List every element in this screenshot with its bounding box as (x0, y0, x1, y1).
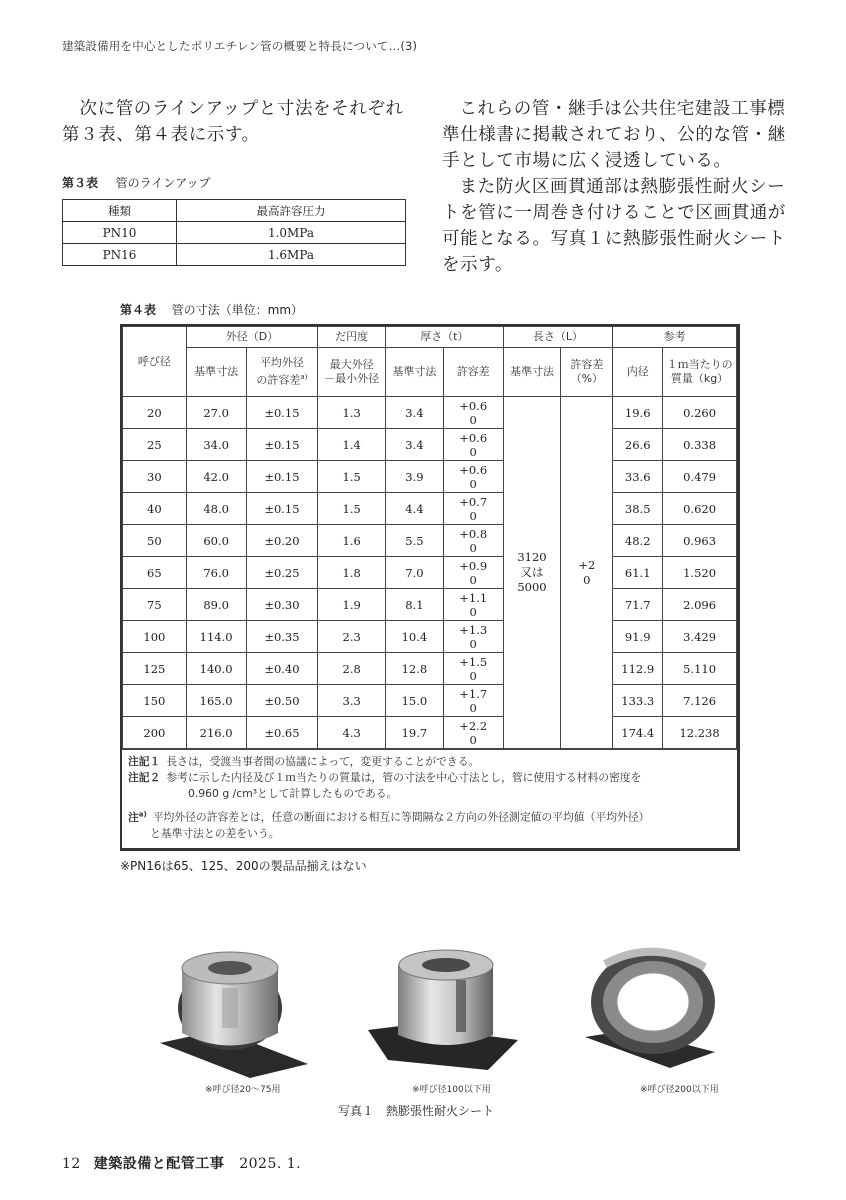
table-cell (443, 397, 503, 429)
photo-area (150, 930, 750, 1095)
table-cell: 3.4 (386, 397, 444, 429)
tolerance-lower: 0 (469, 540, 477, 555)
table-cell: 19.6 (613, 397, 663, 429)
length-tolerance-text: +2 (578, 557, 596, 572)
table-row (63, 222, 406, 244)
table-cell: 61.1 (613, 557, 663, 589)
table-cell: 1.5 (318, 461, 386, 493)
photo-label-2: ※呼び径100以下用 (412, 1085, 491, 1095)
table-cell: 60.0 (186, 525, 246, 557)
table-cell: 0.479 (663, 461, 737, 493)
tolerance-upper: +1.1 (459, 590, 488, 605)
table3-header-pressure: 最高許容圧力 (176, 200, 405, 222)
table-cell: 71.7 (613, 589, 663, 621)
table3-caption-label: 第３表 (62, 176, 99, 190)
tolerance-lower: 0 (469, 476, 477, 491)
header-ovality-sub (318, 348, 386, 397)
tolerance-lower: 0 (469, 604, 477, 619)
table4-caption-label: 第４表 (120, 303, 157, 317)
table-cell: 50 (123, 525, 187, 557)
table-row (123, 621, 737, 653)
table-cell: 48.0 (186, 493, 246, 525)
table-cell: 33.6 (613, 461, 663, 493)
table-cell (443, 461, 503, 493)
table-row (123, 397, 737, 429)
table-cell: 4.3 (318, 717, 386, 749)
table-cell: 48.2 (613, 525, 663, 557)
table-cell: 1.6MPa (176, 244, 405, 266)
table-cell: 4.4 (386, 493, 444, 525)
length-base-cell (503, 397, 561, 749)
table-cell (443, 717, 503, 749)
table-row (123, 461, 737, 493)
table-cell: 2.8 (318, 653, 386, 685)
header-t-base: 基準寸法 (386, 348, 444, 397)
header-od-avg-tolerance (246, 348, 318, 397)
tolerance-lower: 0 (469, 636, 477, 651)
table-cell: 25 (123, 429, 187, 461)
header-text: （%） (570, 372, 604, 385)
table4-frame (120, 324, 740, 851)
table-cell: 0.620 (663, 493, 737, 525)
table4-header-row-1 (123, 327, 737, 348)
table-cell: PN10 (63, 222, 177, 244)
table-cell: 0.963 (663, 525, 737, 557)
table-cell: 1.520 (663, 557, 737, 589)
table4-header-row-2 (123, 348, 737, 397)
table3-caption (62, 174, 408, 191)
tolerance-upper: +0.6 (459, 462, 488, 477)
table-cell: 165.0 (186, 685, 246, 717)
table-cell: ±0.20 (246, 525, 318, 557)
header-l-base: 基準寸法 (503, 348, 561, 397)
magazine-title: 建築設備と配管工事 (93, 1156, 225, 1172)
table-cell: 100 (123, 621, 187, 653)
note-1-text: 長さは，受渡当事者間の協議によって，変更することができる。 (166, 755, 480, 768)
running-head: 建築設備用を中心としたポリエチレン管の概要と特長について…(3) (62, 39, 418, 53)
table-cell: 40 (123, 493, 187, 525)
table-cell: 114.0 (186, 621, 246, 653)
header-thickness: 厚さ（t） (386, 327, 504, 348)
header-text: の許容差 (256, 373, 301, 387)
table-cell: 5.5 (386, 525, 444, 557)
header-nominal: 呼び径 (123, 327, 187, 397)
table-cell: 27.0 (186, 397, 246, 429)
table-cell: ±0.15 (246, 397, 318, 429)
footnote-marker: a) (300, 373, 308, 382)
table-cell: ±0.40 (246, 653, 318, 685)
table-cell: 12.8 (386, 653, 444, 685)
tolerance-lower: 0 (469, 668, 477, 683)
right-paragraph-1: これらの管・継手は公共住宅建設工事標準仕様書に掲載されており、公的な管・継手として市場に広く浸透している。 (442, 99, 786, 171)
table4 (122, 326, 737, 749)
table-cell: 2.096 (663, 589, 737, 621)
table3 (62, 199, 406, 266)
note-3-sup: a) (138, 810, 147, 818)
table-cell: 8.1 (386, 589, 444, 621)
table-cell: 1.5 (318, 493, 386, 525)
table4-section (120, 301, 740, 874)
table-cell: ±0.65 (246, 717, 318, 749)
table-cell: 0.338 (663, 429, 737, 461)
header-reference: 参考 (613, 327, 737, 348)
page-footer (62, 1153, 301, 1173)
table-cell: 112.9 (613, 653, 663, 685)
length-base-text: 3120 (517, 550, 547, 564)
table-cell: 38.5 (613, 493, 663, 525)
table-cell: 1.9 (318, 589, 386, 621)
table-cell: 30 (123, 461, 187, 493)
length-tolerance-cell (561, 397, 613, 749)
table-cell: 3.9 (386, 461, 444, 493)
table-cell: 76.0 (186, 557, 246, 589)
table-cell: 200 (123, 717, 187, 749)
note-3 (128, 806, 731, 842)
table-cell: ±0.15 (246, 429, 318, 461)
tolerance-lower: 0 (469, 412, 477, 427)
table-row (123, 717, 737, 749)
table-cell: 75 (123, 589, 187, 621)
table-cell: 174.4 (613, 717, 663, 749)
tolerance-upper: +2.2 (459, 718, 488, 733)
table-row (123, 493, 737, 525)
length-base-text: 又は (520, 565, 544, 579)
right-column (442, 96, 788, 278)
tolerance-upper: +0.7 (459, 494, 488, 509)
table-cell: 65 (123, 557, 187, 589)
table-cell: 42.0 (186, 461, 246, 493)
tolerance-upper: +0.9 (459, 558, 488, 573)
table-cell: 7.0 (386, 557, 444, 589)
header-text: １ｍ当たりの (666, 358, 733, 371)
table-cell (443, 621, 503, 653)
table-cell: ±0.25 (246, 557, 318, 589)
table-cell: 3.3 (318, 685, 386, 717)
table4-caption-title: 管の寸法（単位：mm） (171, 303, 304, 317)
table-cell: 7.126 (663, 685, 737, 717)
note-3-text-1: 平均外径の許容差とは，任意の断面における相互に等間隔な２方向の外径測定値の平均値（平均外径） (152, 810, 650, 824)
fire-sheet-roll-medium-image (368, 940, 518, 1075)
table-cell: 15.0 (386, 685, 444, 717)
note-2 (128, 770, 731, 802)
fire-sheet-roll-small-image (160, 938, 310, 1078)
note-2-text-2: 0.960 g /cm³として計算したものである。 (188, 787, 398, 800)
table-cell: 26.6 (613, 429, 663, 461)
table-cell (443, 429, 503, 461)
table-cell: PN16 (63, 244, 177, 266)
note-2-text-1: 参考に示した内径及び１ｍ当たりの質量は，管の寸法を中心寸法とし，管に使用する材料の密度を (166, 771, 642, 784)
page-number: 12 (62, 1156, 81, 1172)
table-cell (443, 525, 503, 557)
table3-header-row (63, 200, 406, 222)
length-base-text: 5000 (517, 580, 547, 594)
table-cell: 3.4 (386, 429, 444, 461)
table-cell: 34.0 (186, 429, 246, 461)
header-text: 許容差 (570, 358, 604, 371)
table-cell: 0.260 (663, 397, 737, 429)
table-cell: 10.4 (386, 621, 444, 653)
header-inner: 内径 (613, 348, 663, 397)
table-row (123, 653, 737, 685)
header-ovality: だ円度 (318, 327, 386, 348)
table-cell: ±0.15 (246, 493, 318, 525)
table4-body (123, 397, 737, 749)
note-1 (128, 754, 731, 770)
tolerance-lower: 0 (469, 700, 477, 715)
header-text: －最小外径 (324, 372, 380, 385)
tolerance-upper: +1.7 (459, 686, 488, 701)
table3-caption-title: 管のラインアップ (115, 176, 211, 190)
table-cell: 133.3 (613, 685, 663, 717)
note-3-tag-text: 注 (128, 810, 139, 824)
table-row (123, 685, 737, 717)
table3-header-type: 種類 (63, 200, 177, 222)
photo-label-1: ※呼び径20～75用 (205, 1085, 281, 1095)
table-cell: 216.0 (186, 717, 246, 749)
header-l-tolerance (561, 348, 613, 397)
table-cell: ±0.50 (246, 685, 318, 717)
tolerance-upper: +0.8 (459, 526, 488, 541)
table-cell (443, 589, 503, 621)
table4-caption (120, 301, 740, 318)
header-outer-diameter: 外径（D） (186, 327, 318, 348)
fire-sheet-roll-large-image (575, 942, 725, 1072)
tolerance-upper: +1.3 (459, 622, 488, 637)
length-tolerance-text: 0 (583, 572, 591, 587)
header-length: 長さ（L） (503, 327, 613, 348)
photo-caption: 写真１ 熱膨張性耐火シート (338, 1104, 495, 1118)
tolerance-lower: 0 (469, 732, 477, 747)
table-cell (443, 493, 503, 525)
tolerance-lower: 0 (469, 508, 477, 523)
header-od-base: 基準寸法 (186, 348, 246, 397)
table-cell: 2.3 (318, 621, 386, 653)
table-cell (443, 557, 503, 589)
table-cell: 1.0MPa (176, 222, 405, 244)
photo-label-3: ※呼び径200以下用 (640, 1085, 719, 1095)
left-column (62, 96, 408, 266)
table-row (123, 525, 737, 557)
note-2-tag: 注記２ (128, 771, 161, 784)
left-paragraph: 次に管のラインアップと寸法をそれぞれ第３表、第４表に示す。 (62, 99, 404, 145)
table-cell: ±0.30 (246, 589, 318, 621)
table-cell (443, 685, 503, 717)
table-cell: 3.429 (663, 621, 737, 653)
table-cell: ±0.15 (246, 461, 318, 493)
table-cell: 125 (123, 653, 187, 685)
tolerance-upper: +0.6 (459, 398, 488, 413)
table-cell (443, 653, 503, 685)
table-cell: 1.6 (318, 525, 386, 557)
table4-notes (122, 749, 737, 848)
table-cell: 5.110 (663, 653, 737, 685)
table-row (123, 557, 737, 589)
header-text: 質量（kg） (670, 372, 729, 385)
table-cell: 12.238 (663, 717, 737, 749)
table-cell: 1.8 (318, 557, 386, 589)
note-3-tag (128, 811, 147, 824)
note-3-text-2: と基準寸法との差をいう。 (150, 826, 280, 840)
tolerance-lower: 0 (469, 444, 477, 459)
table-cell: 91.9 (613, 621, 663, 653)
header-t-tolerance: 許容差 (443, 348, 503, 397)
header-text: 平均外径 (259, 356, 304, 370)
table-cell: 1.4 (318, 429, 386, 461)
header-mass (663, 348, 737, 397)
table-cell: 150 (123, 685, 187, 717)
issue-date: 2025. 1. (239, 1156, 302, 1172)
table-row (123, 589, 737, 621)
table-cell: ±0.35 (246, 621, 318, 653)
table-cell: 20 (123, 397, 187, 429)
right-paragraph-2: また防火区画貫通部は熱膨張性耐火シートを管に一周巻き付けることで区画貫通が可能となる。写真１に熱膨張性耐火シートを示す。 (442, 177, 786, 275)
table4-footnote: ※PN16は65、125、200の製品品揃えはない (120, 858, 367, 873)
table-cell: 1.3 (318, 397, 386, 429)
tolerance-upper: +1.5 (459, 654, 488, 669)
header-text: 最大外径 (329, 358, 374, 371)
table-row (123, 429, 737, 461)
table-cell: 19.7 (386, 717, 444, 749)
table-row (63, 244, 406, 266)
table-cell: 140.0 (186, 653, 246, 685)
note-1-tag: 注記１ (128, 755, 161, 768)
table-cell: 89.0 (186, 589, 246, 621)
tolerance-upper: +0.6 (459, 430, 488, 445)
tolerance-lower: 0 (469, 572, 477, 587)
